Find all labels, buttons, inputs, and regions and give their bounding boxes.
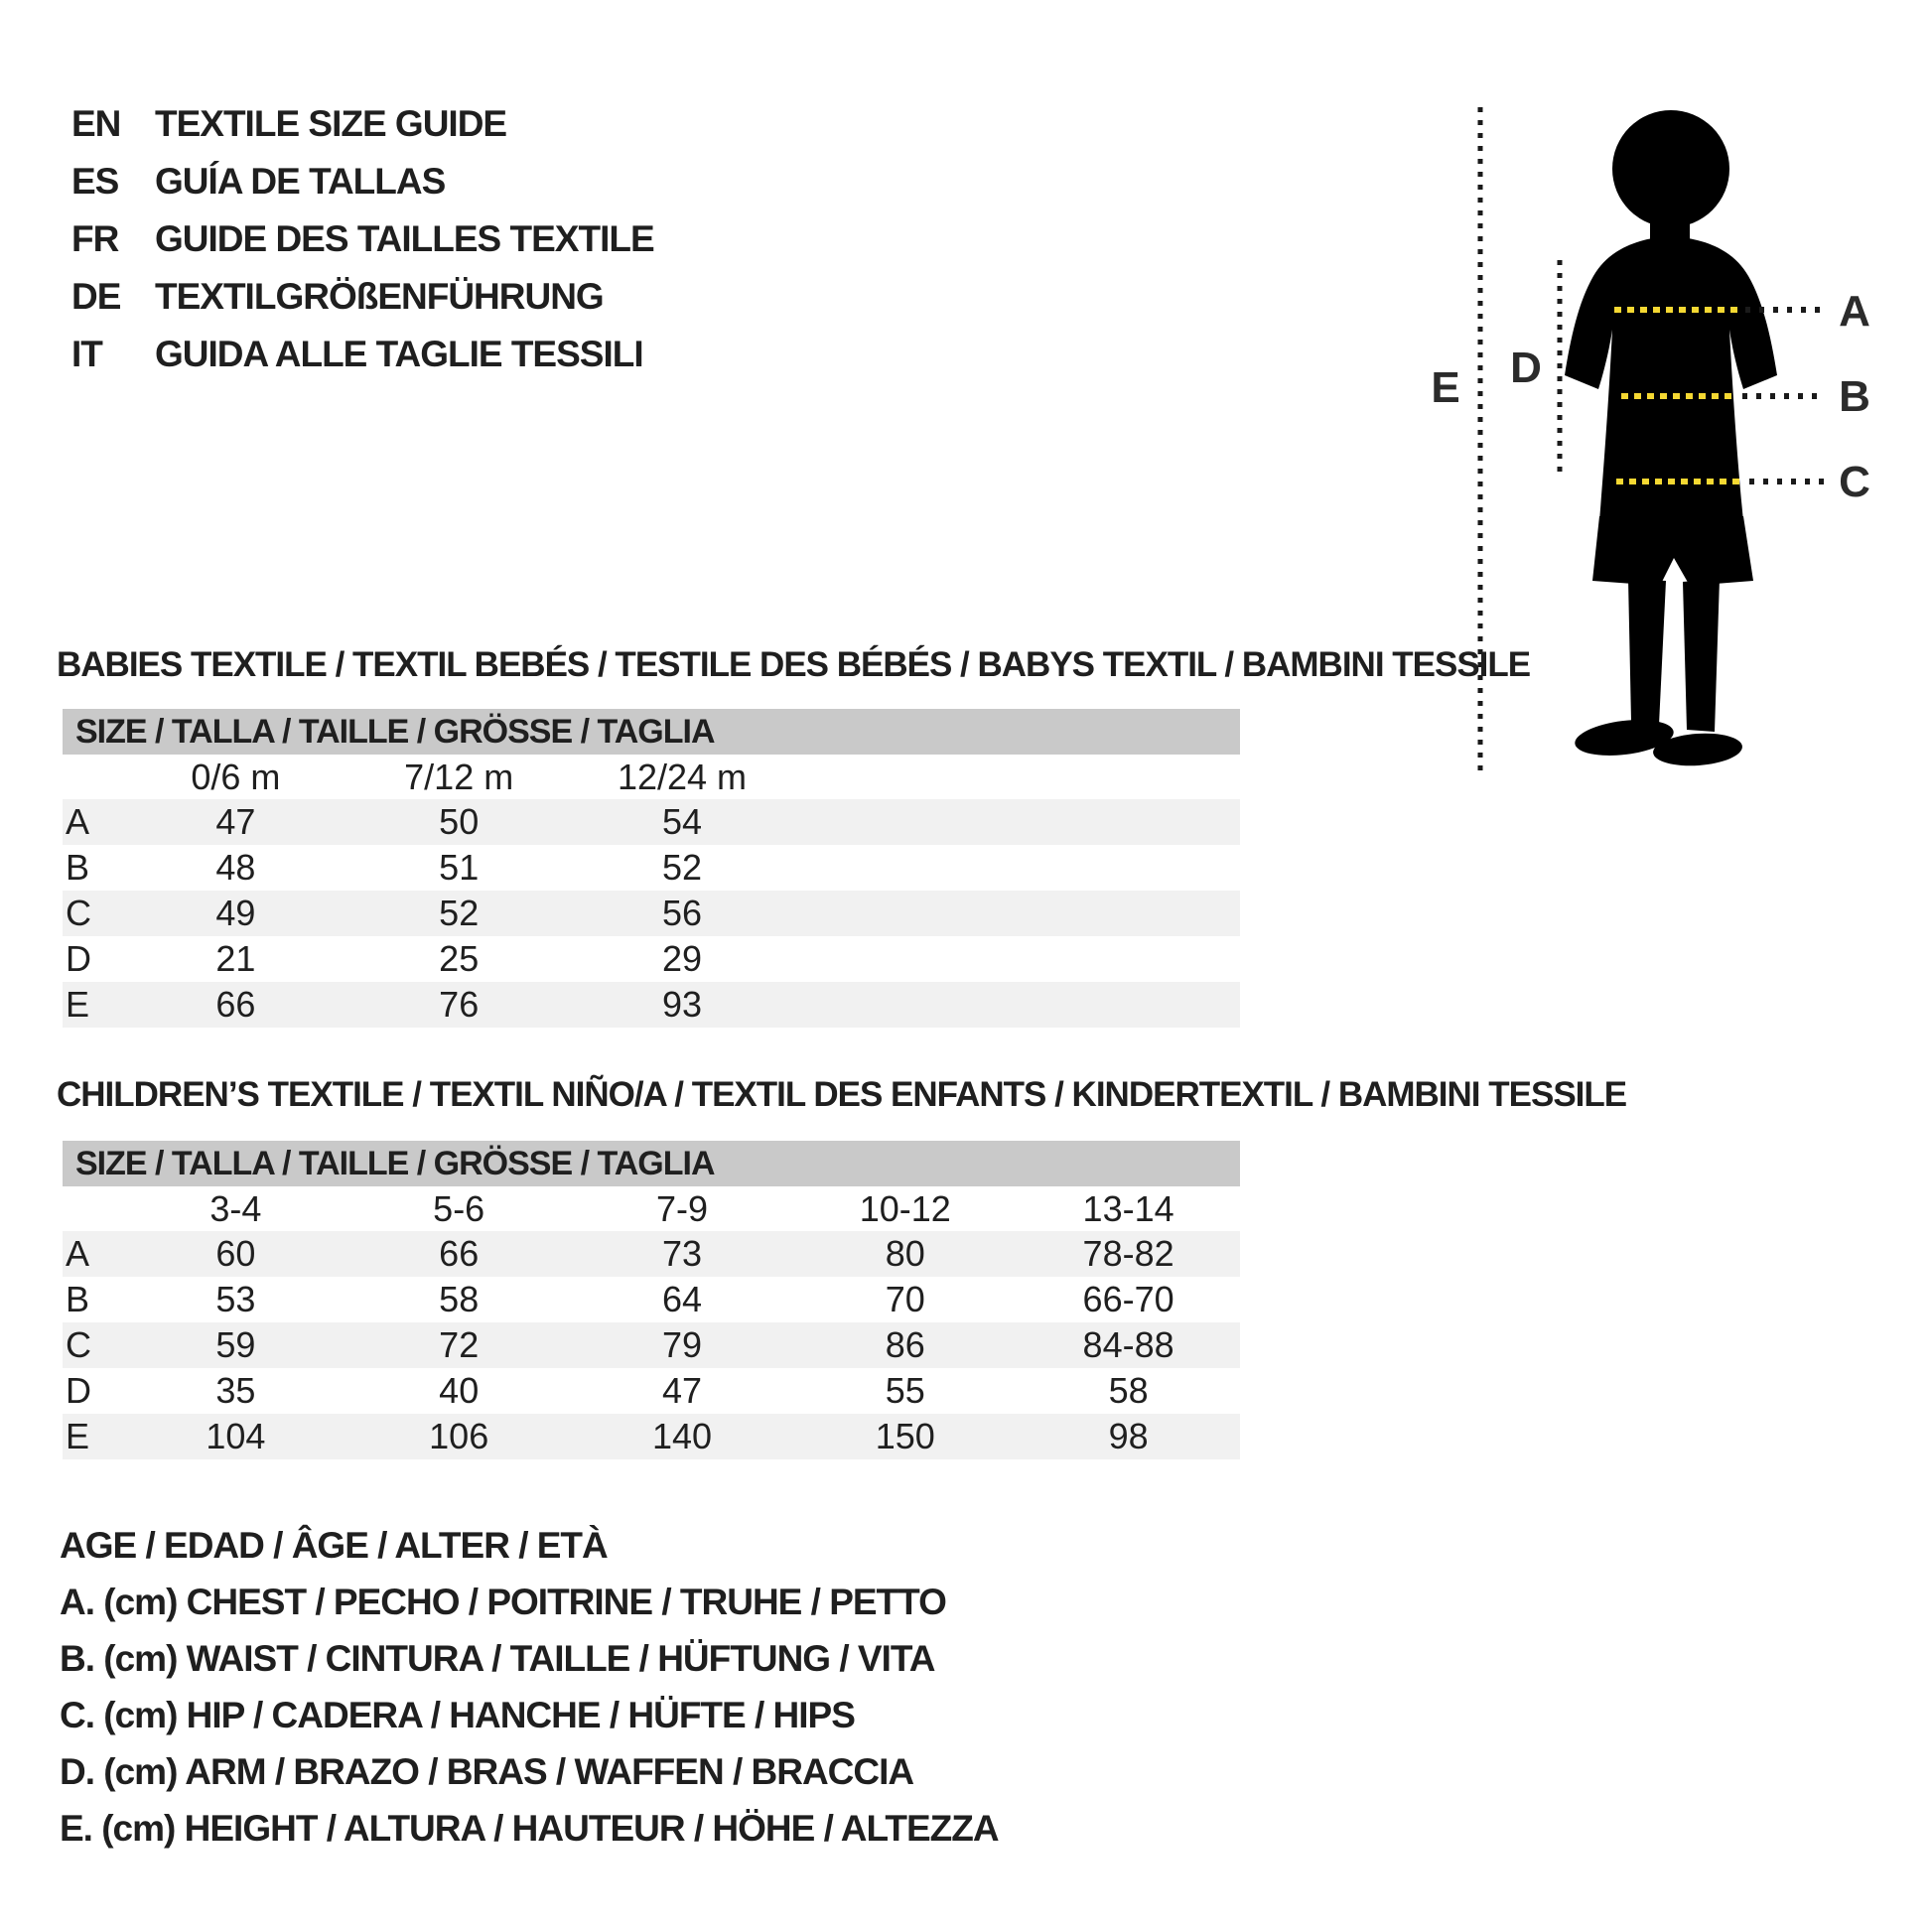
table-row [63, 1231, 1240, 1277]
value-cell: 84-88 [1082, 1324, 1174, 1365]
row-label: E [66, 984, 90, 1025]
value-cell: 64 [661, 1279, 703, 1319]
guide-title: TEXTILE SIZE GUIDE [155, 103, 507, 144]
language-row [71, 326, 654, 383]
value-cell [1017, 936, 1240, 982]
measurement-legend [60, 1517, 999, 1857]
table-row [63, 1414, 1240, 1459]
value-cell: 106 [429, 1416, 489, 1456]
value-cell: 29 [661, 938, 703, 979]
value-cell: 60 [215, 1233, 256, 1274]
language-row [71, 153, 654, 210]
value-cell: 150 [875, 1416, 935, 1456]
value-cell: 79 [661, 1324, 703, 1365]
column-header: 5-6 [433, 1188, 485, 1229]
value-cell: 47 [215, 801, 256, 842]
value-cell: 35 [215, 1370, 256, 1411]
row-label: B [66, 847, 90, 888]
row-label: A [66, 1233, 90, 1274]
legend-line-age: AGE / EDAD / ÂGE / ALTER / ETÀ [60, 1525, 608, 1566]
table-row [63, 891, 1240, 936]
table-body [63, 1186, 1240, 1459]
value-cell: 72 [439, 1324, 480, 1365]
measurement-figure [1430, 79, 1932, 814]
row-label: E [66, 1416, 90, 1456]
language-code: FR [71, 218, 119, 259]
table-row [63, 936, 1240, 982]
value-cell: 58 [1108, 1370, 1149, 1411]
value-cell: 70 [885, 1279, 925, 1319]
legend-line-height: E. (cm) HEIGHT / ALTURA / HAUTEUR / HÖHE / ALTEZZA [60, 1808, 999, 1849]
row-label: D [66, 938, 91, 979]
column-header: 7-9 [655, 1188, 708, 1229]
language-row [71, 210, 654, 268]
value-cell [1017, 845, 1240, 891]
language-row [71, 95, 654, 153]
legend-line-arm: D. (cm) ARM / BRAZO / BRAS / WAFFEN / BRACCIA [60, 1751, 914, 1792]
row-label: D [66, 1370, 91, 1411]
children-section-title: CHILDREN’S TEXTILE / TEXTIL NIÑO/A / TEXTIL DES ENFANTS / KINDERTEXTIL / BAMBINI TESSILE [57, 1075, 1627, 1114]
value-cell: 53 [215, 1279, 256, 1319]
value-cell: 66-70 [1082, 1279, 1174, 1319]
height-line-label: E [1431, 363, 1460, 412]
value-cell: 48 [215, 847, 256, 888]
waist-line-label: B [1839, 372, 1870, 421]
value-cell: 52 [661, 847, 703, 888]
column-header [1017, 755, 1240, 799]
chest-line-label: A [1839, 287, 1870, 336]
value-cell: 50 [439, 801, 480, 842]
row-label: C [66, 1324, 91, 1365]
size-header-bar: SIZE / TALLA / TAILLE / GRÖSSE / TAGLIA [63, 1141, 1240, 1186]
guide-title: GUIDA ALLE TAGLIE TESSILI [155, 334, 643, 374]
value-cell: 52 [439, 893, 480, 933]
value-cell: 59 [215, 1324, 256, 1365]
guide-title: GUIDE DES TAILLES TEXTILE [155, 218, 654, 259]
legend-line-waist: B. (cm) WAIST / CINTURA / TAILLE / HÜFTUNG / VITA [60, 1638, 935, 1679]
column-header [793, 755, 1017, 799]
value-cell: 76 [439, 984, 480, 1025]
column-header: 0/6 m [191, 757, 281, 797]
value-cell: 104 [206, 1416, 266, 1456]
legend-line-hip: C. (cm) HIP / CADERA / HANCHE / HÜFTE / HIPS [60, 1695, 855, 1735]
value-cell: 86 [885, 1324, 925, 1365]
value-cell: 66 [439, 1233, 480, 1274]
value-cell [1017, 982, 1240, 1028]
value-cell [793, 936, 1017, 982]
column-header: 13-14 [1082, 1188, 1174, 1229]
column-header-row [63, 755, 1240, 799]
table-row [63, 799, 1240, 845]
babies-size-table [63, 709, 1240, 1028]
value-cell [793, 891, 1017, 936]
value-cell: 56 [661, 893, 703, 933]
value-cell: 54 [661, 801, 703, 842]
value-cell: 40 [439, 1370, 480, 1411]
children-size-table [63, 1141, 1240, 1459]
table-row [63, 1368, 1240, 1414]
babies-section-title: BABIES TEXTILE / TEXTIL BEBÉS / TESTILE DES BÉBÉS / BABYS TEXTIL / BAMBINI TESSILE [57, 645, 1531, 684]
corner-cell [63, 1186, 124, 1231]
row-label: A [66, 801, 90, 842]
value-cell [1017, 799, 1240, 845]
value-cell [1017, 891, 1240, 936]
value-cell [793, 799, 1017, 845]
guide-title: TEXTILGRÖßENFÜHRUNG [155, 276, 604, 317]
child-silhouette-icon [1565, 110, 1777, 768]
column-header: 7/12 m [404, 757, 514, 797]
table-row [63, 1277, 1240, 1322]
row-label: B [66, 1279, 90, 1319]
value-cell: 98 [1108, 1416, 1149, 1456]
language-code: IT [71, 334, 102, 374]
language-row [71, 268, 654, 326]
language-code: ES [71, 161, 119, 202]
value-cell [793, 982, 1017, 1028]
table-row [63, 845, 1240, 891]
value-cell: 51 [439, 847, 480, 888]
language-title-list [71, 95, 654, 383]
table-row [63, 982, 1240, 1028]
value-cell: 80 [885, 1233, 925, 1274]
guide-title: GUÍA DE TALLAS [155, 161, 446, 202]
value-cell: 66 [215, 984, 256, 1025]
corner-cell [63, 755, 124, 799]
value-cell: 78-82 [1082, 1233, 1174, 1274]
value-cell: 93 [661, 984, 703, 1025]
value-cell: 47 [661, 1370, 703, 1411]
hip-line-label: C [1839, 458, 1870, 506]
legend-line-chest: A. (cm) CHEST / PECHO / POITRINE / TRUHE / PETTO [60, 1582, 946, 1622]
value-cell: 21 [215, 938, 256, 979]
value-cell: 25 [439, 938, 480, 979]
arm-line-label: D [1510, 344, 1542, 392]
value-cell: 58 [439, 1279, 480, 1319]
column-header-row [63, 1186, 1240, 1231]
value-cell: 140 [651, 1416, 713, 1456]
column-header: 10-12 [859, 1188, 951, 1229]
table-body [63, 755, 1240, 1028]
row-label: C [66, 893, 91, 933]
table-row [63, 1322, 1240, 1368]
value-cell: 49 [215, 893, 256, 933]
language-code: EN [71, 103, 121, 144]
size-header-bar: SIZE / TALLA / TAILLE / GRÖSSE / TAGLIA [63, 709, 1240, 755]
column-header: 3-4 [209, 1188, 262, 1229]
value-cell: 73 [661, 1233, 703, 1274]
language-code: DE [71, 276, 121, 317]
value-cell: 55 [885, 1370, 925, 1411]
column-header: 12/24 m [617, 757, 748, 797]
value-cell [793, 845, 1017, 891]
